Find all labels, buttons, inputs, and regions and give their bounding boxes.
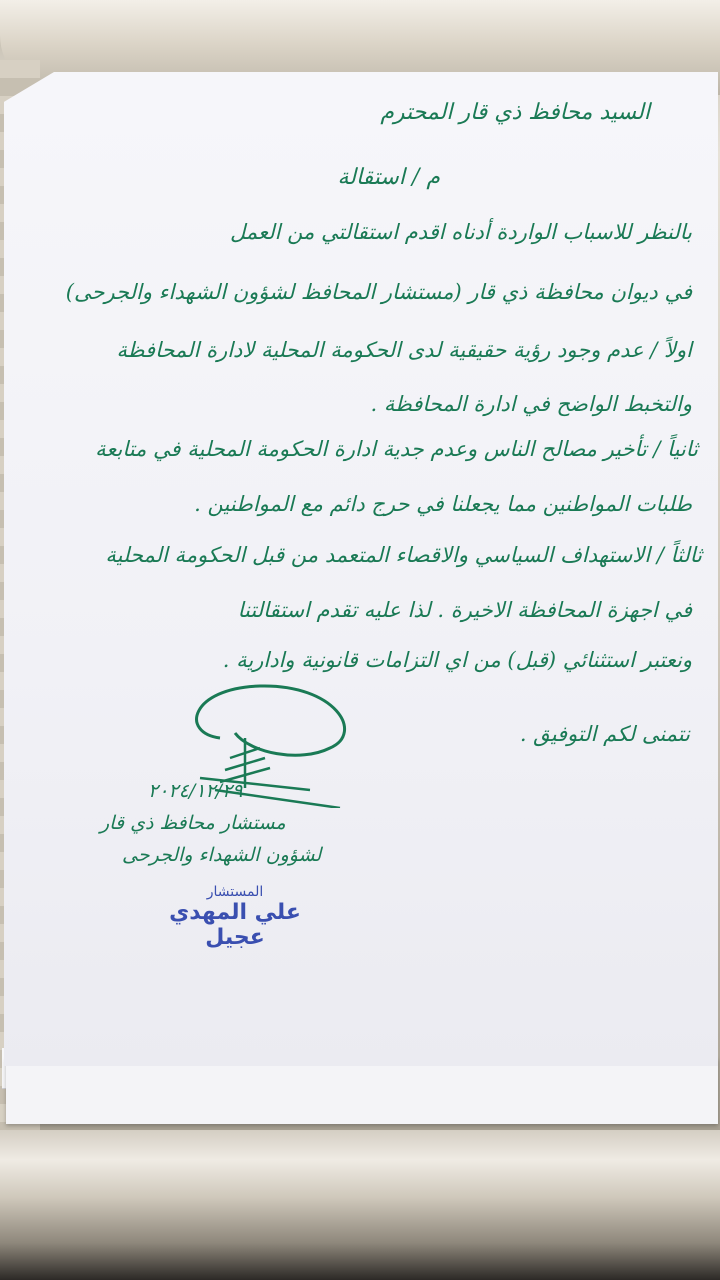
official-stamp [160,884,310,950]
letter-line: ثالثاً / الاستهداف السياسي والاقصاء المتعمد من قبل الحكومة المحلية [105,543,702,567]
signature-date: ٢٠٢٤/١٢/٢٩ [148,780,243,802]
letter-closing: نتمنى لكم التوفيق . [519,722,690,746]
letter-line: طلبات المواطنين مما يجعلنا في حرج دائم مع المواطنين . [194,492,692,516]
letter-subject: م / استقالة [337,165,440,190]
letter-line: اولاً / عدم وجود رؤية حقيقية لدى الحكومة المحلية لادارة المحافظة [116,338,692,362]
letter-line: في ديوان محافظة ذي قار (مستشار المحافظ لشؤون الشهداء والجرحى) [65,280,692,304]
paper-sheet-under [6,1058,718,1124]
letter-line: بالنظر للاسباب الواردة أدناه اقدم استقالتي من العمل [230,220,692,244]
letter-line: والتخبط الواضح في ادارة المحافظة . [370,392,692,416]
letter-recipient: السيد محافظ ذي قار المحترم [380,100,650,125]
signature-title-line2: لشؤون الشهداء والجرحى [122,844,322,866]
stamp-name: علي المهدي عجيل [169,900,301,950]
signature-title-line1: مستشار محافظ ذي قار [100,812,286,834]
letter-line: ثانياً / تأخير مصالح الناس وعدم جدية ادارة الحكومة المحلية في متابعة [95,437,698,461]
stamp-title: المستشار [206,884,264,900]
letter-line: ونعتبر استثنائي (قبل) من اي التزامات قانونية وادارية . [222,648,692,672]
letter-line: في اجهزة المحافظة الاخيرة . لذا عليه تقدم استقالتنا [237,598,692,622]
furniture-frame-bottom [0,1130,720,1280]
